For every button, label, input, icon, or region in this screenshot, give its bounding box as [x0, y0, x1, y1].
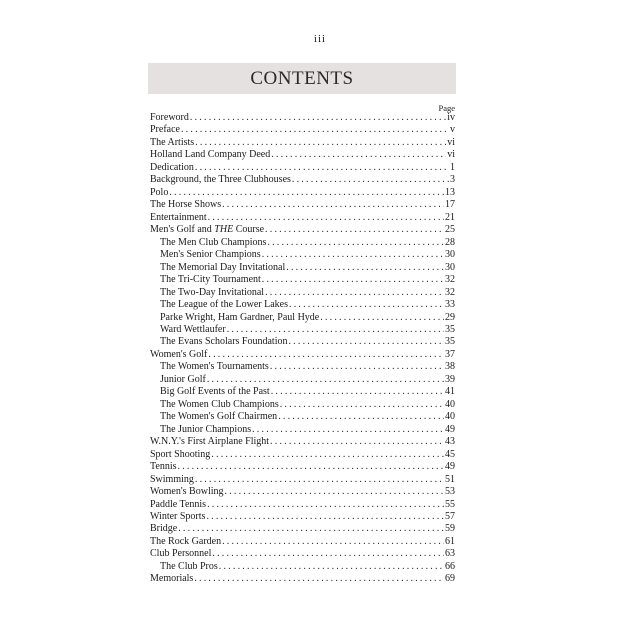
toc-entry-title: Paddle Tennis	[150, 498, 207, 510]
toc-entry	[150, 174, 455, 186]
dot-leader	[271, 386, 444, 398]
toc-entry-page: 21	[445, 211, 455, 223]
toc-subentry	[150, 399, 455, 411]
page-number: iii	[313, 33, 327, 45]
toc-entry-title: Preface	[150, 124, 180, 136]
toc-entry-page: 28	[445, 236, 455, 248]
toc-subentry	[150, 324, 455, 336]
toc-subentry	[150, 561, 455, 573]
toc-entry-title: Entertainment	[150, 211, 207, 223]
toc-entry-title: The Artists	[150, 136, 195, 148]
toc-entry	[150, 511, 455, 523]
toc-entry-title: Bridge	[150, 523, 178, 535]
toc-entry-page: 53	[445, 486, 455, 498]
toc-entry-title: Men's Senior Champions	[160, 249, 261, 261]
dot-leader	[169, 187, 444, 199]
toc-entry-page: 49	[445, 423, 455, 435]
dot-leader	[212, 548, 444, 560]
toc-subentry	[150, 249, 455, 261]
dot-leader	[195, 137, 446, 149]
toc-entry-page: 41	[445, 386, 455, 398]
toc-entry-title: Polo	[150, 186, 169, 198]
toc-subentry	[150, 312, 455, 324]
toc-entry	[150, 499, 455, 511]
toc-subentry	[150, 361, 455, 373]
toc-subentry	[150, 237, 455, 249]
toc-entry-title: Background, the Three Clubhouses	[150, 174, 291, 186]
toc-entry-page: 51	[445, 473, 455, 485]
toc-entry-title: Big Golf Events of the Past	[160, 386, 270, 398]
dot-leader	[289, 299, 444, 311]
dot-leader	[219, 561, 444, 573]
toc-entry	[150, 449, 455, 461]
toc-entry-title: The Memorial Day Invitational	[160, 261, 286, 273]
toc-entry-page: 55	[445, 498, 455, 510]
toc-entry-page: 1	[450, 161, 455, 173]
toc-entry-page: 29	[445, 311, 455, 323]
dot-leader	[178, 523, 444, 535]
dot-leader	[265, 287, 444, 299]
toc-entry-page: 35	[445, 336, 455, 348]
toc-entry-title: The Junior Champions	[160, 423, 252, 435]
page-column-header: Page	[438, 103, 455, 113]
toc-entry-title: Men's Golf and THE Course	[150, 224, 265, 236]
toc-subentry	[150, 374, 455, 386]
toc-entry-title: Dedication	[150, 161, 194, 173]
toc-entry	[150, 523, 455, 535]
toc-entry-page: vi	[447, 149, 455, 161]
dot-leader	[280, 399, 444, 411]
toc-entry	[150, 137, 455, 149]
dot-leader	[222, 536, 444, 548]
toc-entry	[150, 349, 455, 361]
toc-entry-title: Swimming	[150, 473, 194, 485]
dot-leader	[292, 174, 449, 186]
toc-entry-title: The Women's Tournaments	[160, 361, 269, 373]
toc-entry-page: 40	[445, 398, 455, 410]
dot-leader	[195, 474, 444, 486]
toc-entry	[150, 573, 455, 585]
toc-subentry	[150, 411, 455, 423]
toc-entry-title: Junior Golf	[160, 373, 206, 385]
dot-leader	[178, 461, 444, 473]
dot-leader	[286, 262, 444, 274]
toc-entry-page: vi	[447, 136, 455, 148]
dot-leader	[207, 374, 444, 386]
toc-entry-title: Ward Wettlaufer	[160, 323, 226, 335]
toc-entry	[150, 548, 455, 560]
toc-entry	[150, 187, 455, 199]
toc-entry-page: 32	[445, 286, 455, 298]
dot-leader	[267, 237, 444, 249]
toc-entry	[150, 112, 455, 124]
toc-entry-title: The Evans Scholars Foundation	[160, 336, 288, 348]
toc-entry	[150, 149, 455, 161]
dot-leader	[194, 573, 444, 585]
toc-entry-page: 61	[445, 535, 455, 547]
toc-entry-title: The Women Club Champions	[160, 398, 279, 410]
toc-entry-page: 32	[445, 274, 455, 286]
toc-entry	[150, 162, 455, 174]
toc-entry-title: The Rock Garden	[150, 535, 222, 547]
toc-entry-page: 40	[445, 411, 455, 423]
toc-subentry	[150, 336, 455, 348]
toc-entry-title: The League of the Lower Lakes	[160, 299, 288, 311]
toc-entry-title: Tennis	[150, 461, 177, 473]
toc-entry	[150, 224, 455, 236]
toc-entry	[150, 212, 455, 224]
toc-entry-page: 17	[445, 199, 455, 211]
toc-entry-page: 25	[445, 224, 455, 236]
dot-leader	[222, 199, 444, 211]
toc-entry	[150, 199, 455, 211]
dot-leader	[211, 449, 444, 461]
dot-leader	[270, 436, 444, 448]
dot-leader	[252, 424, 444, 436]
toc-entry-page: 33	[445, 299, 455, 311]
toc-entry-page: 66	[445, 560, 455, 572]
dot-leader	[265, 224, 444, 236]
toc-entry-title: Winter Sports	[150, 511, 206, 522]
toc-entry-title: The Tri-City Tournament	[160, 274, 261, 286]
page-title: CONTENTS	[250, 67, 354, 89]
toc-entry-page: 30	[445, 261, 455, 273]
contents-header-band	[148, 63, 456, 94]
toc-entry	[150, 536, 455, 548]
toc-entry	[150, 436, 455, 448]
toc-entry	[150, 124, 455, 136]
toc-entry-title: Holland Land Company Deed	[150, 149, 271, 161]
toc-entry-title: Parke Wright, Ham Gardner, Paul Hyde	[160, 311, 320, 323]
toc-subentry	[150, 299, 455, 311]
toc-entry-page: 45	[445, 448, 455, 460]
toc-entry-page: 35	[445, 323, 455, 335]
toc-entry-title: Sport Shooting	[150, 448, 211, 460]
toc-entry-page: 49	[445, 461, 455, 473]
dot-leader	[208, 349, 444, 361]
toc-entry-page: 38	[445, 361, 455, 373]
dot-leader	[181, 124, 449, 136]
dot-leader	[271, 149, 446, 161]
dot-leader	[225, 486, 445, 498]
toc-entry-title: W.N.Y.'s First Airplane Flight	[150, 436, 270, 448]
toc-entry-title: Memorials	[150, 573, 194, 585]
dot-leader	[288, 336, 444, 348]
toc-entry-page: 3	[450, 174, 455, 186]
dot-leader	[278, 411, 444, 423]
toc-entry-page: 57	[445, 511, 455, 522]
table-of-contents	[150, 112, 455, 586]
toc-entry	[150, 474, 455, 486]
toc-entry-page: 30	[445, 249, 455, 261]
toc-entry-page: 63	[445, 548, 455, 560]
toc-entry-page: v	[450, 124, 455, 136]
toc-entry-page: 39	[445, 373, 455, 385]
toc-entry-title: The Horse Shows	[150, 199, 222, 211]
dot-leader	[227, 324, 444, 336]
toc-subentry	[150, 262, 455, 274]
toc-entry-page: 37	[445, 348, 455, 360]
dot-leader	[208, 212, 444, 224]
toc-entry-title: The Women's Golf Chairmen	[160, 411, 278, 423]
toc-entry-title: Women's Golf	[150, 348, 208, 360]
toc-entry-title: Club Personnel	[150, 548, 212, 560]
toc-subentry	[150, 424, 455, 436]
toc-subentry	[150, 287, 455, 299]
toc-entry-page: 69	[445, 573, 455, 585]
dot-leader	[262, 274, 444, 286]
toc-entry-title: Foreword	[150, 112, 189, 123]
toc-entry-title: The Club Pros	[160, 560, 218, 572]
dot-leader	[190, 112, 446, 124]
toc-entry	[150, 461, 455, 473]
dot-leader	[195, 162, 449, 174]
toc-entry-title: The Two-Day Invitational	[160, 286, 265, 298]
toc-entry	[150, 486, 455, 498]
toc-subentry	[150, 274, 455, 286]
toc-entry-page: 13	[445, 186, 455, 198]
dot-leader	[320, 312, 444, 324]
dot-leader	[262, 249, 444, 261]
toc-entry-page: iv	[447, 112, 455, 123]
toc-entry-title: Women's Bowling	[150, 486, 224, 498]
dot-leader	[207, 499, 444, 511]
toc-subentry	[150, 386, 455, 398]
dot-leader	[206, 511, 444, 523]
toc-entry-page: 59	[445, 523, 455, 535]
toc-entry-page: 43	[445, 436, 455, 448]
dot-leader	[270, 361, 444, 373]
toc-entry-title: The Men Club Champions	[160, 236, 267, 248]
